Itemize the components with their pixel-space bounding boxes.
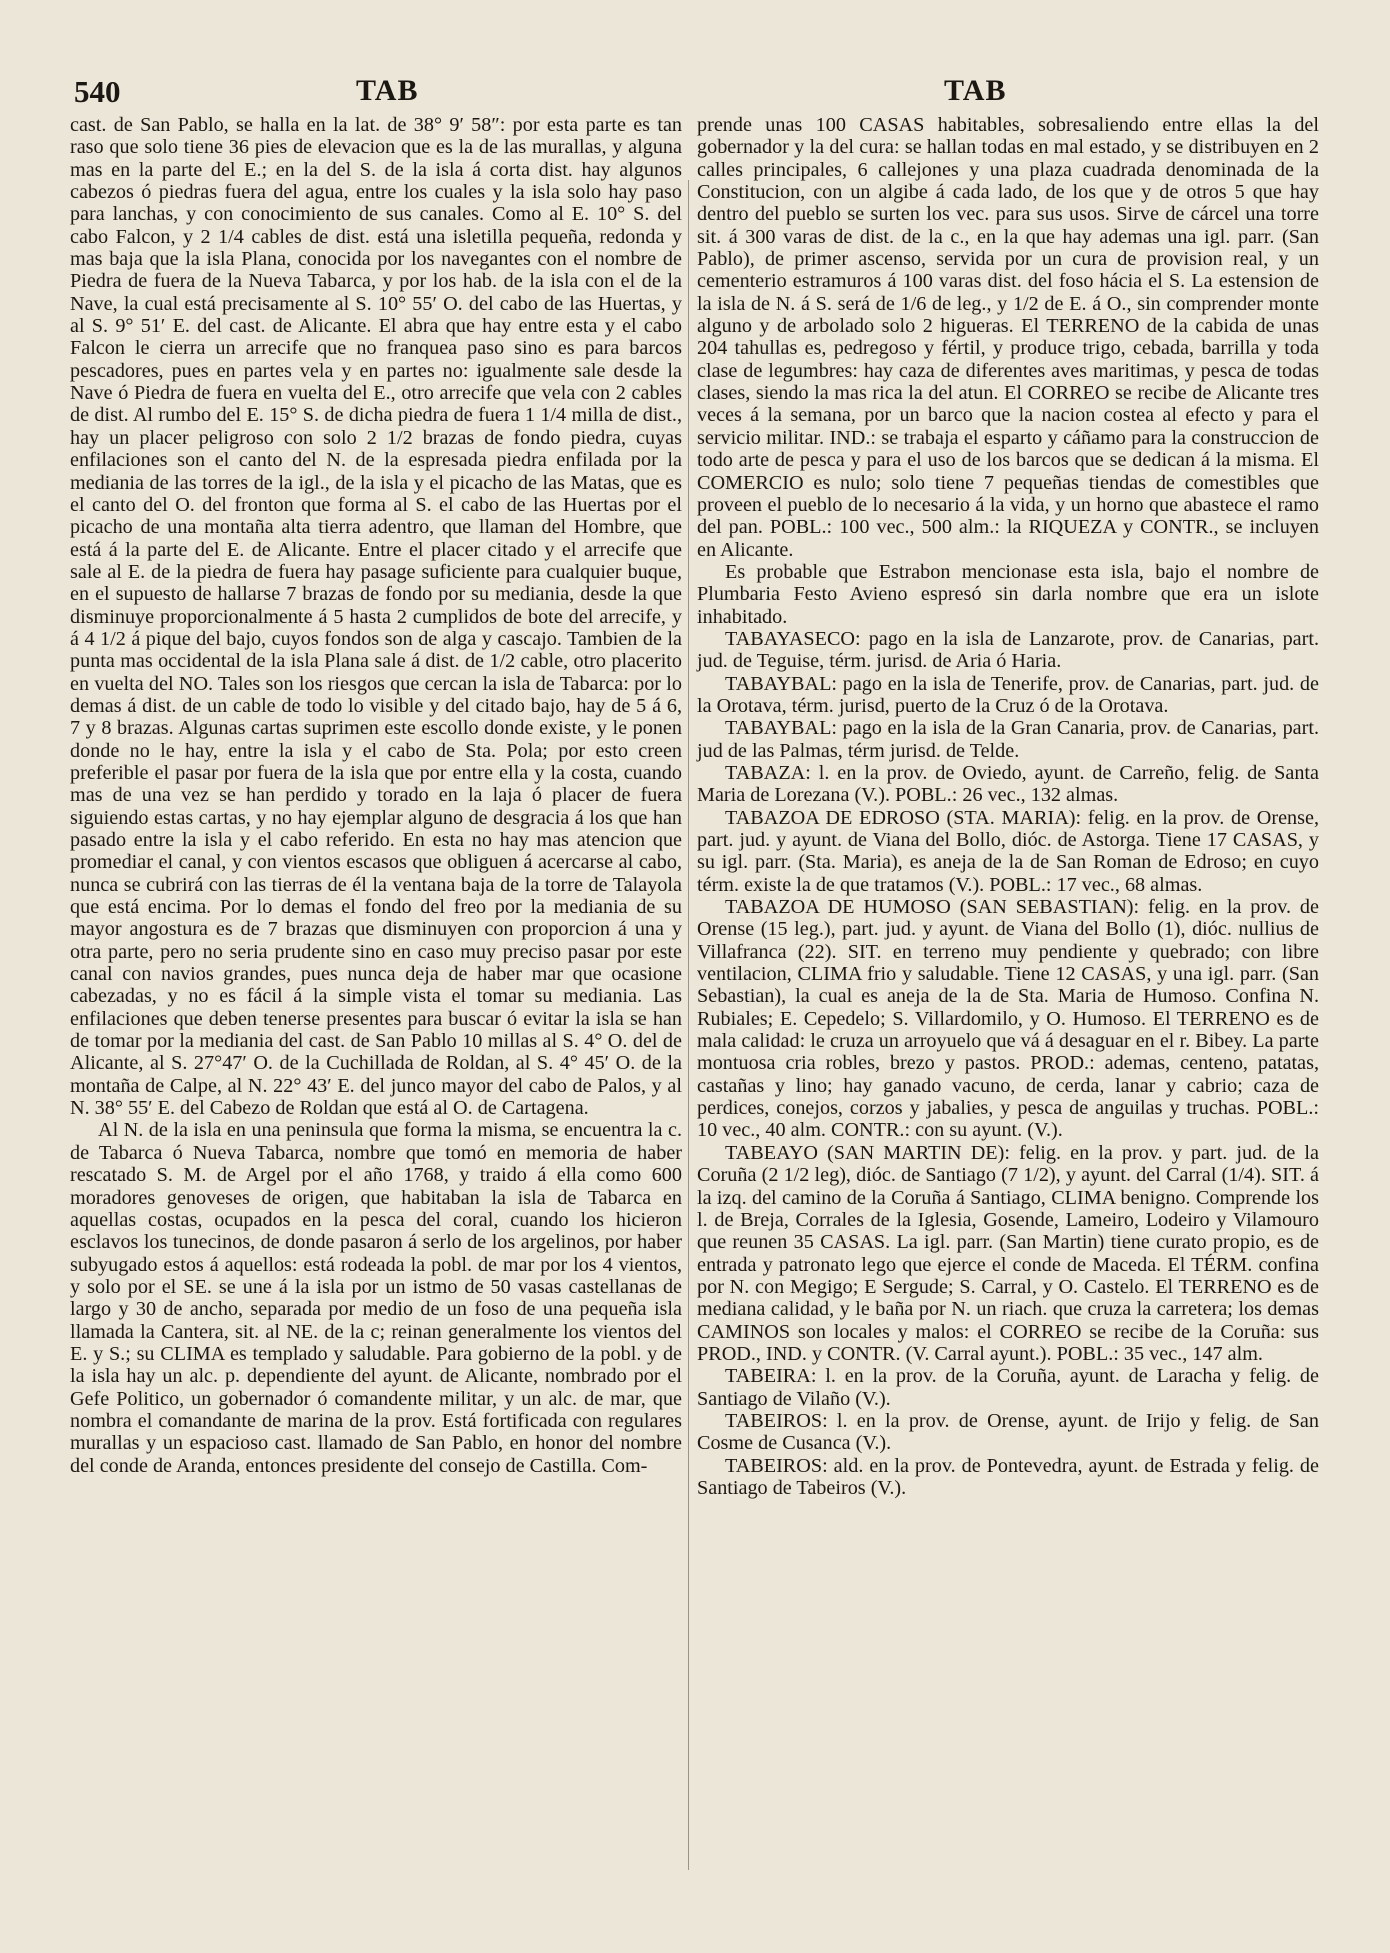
entry-tabazoa-de-edroso: TABAZOA DE EDROSO (STA. MARIA): felig. en la prov. de Orense, part. jud. y ayunt. de Viana del Bollo, dióc. de Astorga. Tiene 17 CASAS, y su igl. parr. (Sta. Maria), es aneja de la de San Roman de Edroso; en cuyo térm. existe la de que tratamos (V.). POBL.: 17 vec., 68 almas. bbox=[697, 806, 1319, 896]
running-header-left: TAB bbox=[356, 74, 419, 107]
entry-tabaza: TABAZA: l. en la prov. de Oviedo, ayunt. de Carreño, felig. de Santa Maria de Lorezana (V.). POBL.: 26 vec., 132 almas. bbox=[697, 761, 1319, 807]
running-header-right: TAB bbox=[944, 74, 1007, 107]
page-number: 540 bbox=[74, 74, 121, 109]
entry-tabayaseco: TABAYASECO: pago en la isla de Lanzarote, prov. de Canarias, part. jud. de Teguise, térm. jurisd. de Aria ó Haria. bbox=[697, 627, 1319, 673]
column-divider bbox=[688, 180, 689, 1870]
entry-tabaybal-tenerife: TABAYBAL: pago en la isla de Tenerife, prov. de Canarias, part. jud. de la Orotava, térm. jurisd, puerto de la Cruz ó de la Orotava. bbox=[697, 672, 1319, 717]
paragraph: Al N. de la isla en una peninsula que forma la misma, se encuentra la c. de Tabarca ó Nueva Tabarca, nombre que tomó en memoria de haber rescatado S. M. de Argel por el año 1768, y traido á ella como 600 moradores genoveses de origen, que habitaban la isla de Tabarca en aquellas costas, ocupados en la pesca del coral, cuando los hicieron esclavos los tunecinos, de donde pasaron á serlo de los argelinos, por haber subyugado estos á aquellos: está rodeada la pobl. de mar por los 4 vientos, y solo por el SE. se une á la isla por un istmo de 50 vasas castellanas de largo y 30 de ancho, separada por medio de un foso de una pequeña isla llamada la Cantera, sit. al NE. de la c; reinan generalmente los vientos del E. y S.; su CLIMA es templado y saludable. Para gobierno de la pobl. y de la isla hay un alc. p. dependiente del ayunt. de Alicante, nombrado por el Gefe Politico, un gobernador ó comandente militar, y un alc. de mar, que nombra el comandante de marina de la prov. Está fortificada con regulares murallas y un espacioso cast. llamado de San Pablo, en honor del nombre del conde de Aranda, entonces presidente del consejo de Castilla. Com- bbox=[70, 1119, 682, 1477]
paragraph: cast. de San Pablo, se halla en la lat. de 38° 9′ 58″: por esta parte es tan raso que solo tiene 36 pies de elevacion que es la de las murallas, y alguna mas en la parte del E.; en la del S. de la isla á corta dist. hay algunos cabezos ó piedras fuera del agua, entre los cuales y la isla solo hay paso para lanchas, y con conocimiento de sus canales. Como al E. 10° S. del cabo Falcon, y 2 1/4 cables de dist. está una isletilla pequeña, redonda y mas baja que la isla Plana, conocida por los navegantes con el nombre de Piedra de fuera de la Nueva Tabarca, y por los hab. de la isla con el de la Nave, la cual está precisamente al S. 10° 55′ O. del cabo de las Huertas, y al S. 9° 51′ E. del cast. de Alicante. El abra que hay entre esta y el cabo Falcon le cierra un arrecife que no franquea paso sino es para barcos pescadores, pues en partes vela y en partes no: igualmente sale desde la Nave ó Piedra de fuera en vuelta del E., otro arrecife que vela con 2 cables de dist. Al rumbo del E. 15° S. de dicha piedra de fuera 1 1/4 milla de dist., hay un placer peligroso con solo 2 1/2 brazas de fondo piedra, cuyas enfilaciones son el canto del N. de la espresada piedra enfilada por la mediania de las torres de la igl., de la isla y el picacho de las Matas, que es el canto del O. del fronton que forma al S. el cabo de las Huertas por el picacho de una montaña alta tierra adentro, que llaman del Hombre, que está á la parte del E. de Alicante. Entre el placer citado y el arrecife que sale al E. de la piedra de fuera hay pasage suficiente para cualquier buque, en el supuesto de hallarse 7 brazas de fondo por su mediania, desde la que disminuye proporcionalmente á 5 hasta 2 cumplidos de bote del arrecife, y á 4 1/2 á pique del bajo, cuyos fondos son de alga y cascajo. Tambien de la punta mas occidental de la isla Plana sale á dist. de 1/2 cable, otro placerito en vuelta del NO. Tales son los riesgos que cercan la isla de Tabarca: por lo demas á dist. de un cable de todo lo visible y del citado bajo, hay de 5 á 6, 7 y 8 brazas. Algunas cartas suprimen este escollo donde existe, y le ponen donde no le hay, entre la isla y el cabo de Sta. Pola; por esto creen preferible el pasar por fuera de la isla que por entre ella y la costa, cuando mas de una vez se han perdido y torado en la laja ó placer de fuera siguiendo estas cartas, y no hay ejemplar alguno de desgracia á los que han pasado entre la isla y el cabo referido. En esta no hay mas atencion que promediar el canal, y con vientos escasos que obliguen á acercarse al cabo, nunca se cubrirá con las tierras de él la ventana baja de la torre de Talayola que está encima. Por lo demas el fondo del freo por la mediania de su mayor angostura es de 7 brazas que disminuyen con proporcion á una y otra parte, pero no seria prudente sino en caso muy preciso pasar por este canal con navios grandes, pues nunca deja de haber mar que ocasione cabezadas, y no es fácil á la simple vista el tomar su mediania. Las enfilaciones que deben tenerse presentes para buscar ó evitar la isla se han de tomar por la mediania del cast. de San Pablo 10 millas al S. 4° O. del de Alicante, al S. 27°47′ O. de la Cuchillada de Roldan, al S. 4° 45′ O. de la montaña de Calpe, al N. 22° 43′ E. del junco mayor del cabo de Palos, y al N. 38° 55′ E. del Cabezo de Roldan que está al O. de Cartagena. bbox=[70, 114, 682, 1120]
entry-tabaybal-gran-canaria: TABAYBAL: pago en la isla de la Gran Canaria, prov. de Canarias, part. jud de las Palmas, térm jurisd. de Telde. bbox=[697, 717, 1319, 762]
entry-tabeayo: TABEAYO (SAN MARTIN DE): felig. en la prov. y part. jud. de la Coruña (2 1/2 leg), dióc. de Santiago (7 1/2), y ayunt. del Carral (1/4). SIT. á la izq. del camino de la Coruña á Santiago, CLIMA benigno. Comprende los l. de Breja, Corrales de la Iglesia, Gosende, Lameiro, Lodeiro y Vilamouro que reunen 35 CASAS. La igl. parr. (San Martin) tiene curato propio, es de entrada y patronato lego que ejerce el conde de Maceda. El TÉRM. confina por N. con Megigo; E Sergude; S. Carral, y O. Castelo. El TERRENO es de mediana calidad, y le baña por N. un riach. que cruza la carretera; los demas CAMINOS son locales y malos: el CORREO se recibe de la Coruña: sus PROD., IND. y CONTR. (V. Carral ayunt.). POBL.: 35 vec., 147 alm. bbox=[697, 1141, 1319, 1365]
left-column bbox=[70, 114, 682, 1477]
entry-tabeiros-pontevedra: TABEIROS: ald. en la prov. de Pontevedra, ayunt. de Estrada y felig. de Santiago de Tabeiros (V.). bbox=[697, 1454, 1319, 1499]
entry-tabeira: TABEIRA: l. en la prov. de la Coruña, ayunt. de Laracha y felig. de Santiago de Vilaño (V.). bbox=[697, 1365, 1319, 1410]
paragraph: prende unas 100 CASAS habitables, sobresaliendo entre ellas la del gobernador y la del cura: se hallan todas en mal estado, y se distribuyen en 2 calles principales, 6 callejones y una plaza cuadrada denominada de la Constitucion, con un algibe á cada lado, de los que y de otros 5 que hay dentro del pueblo se surten los vec. para sus usos. Sirve de cárcel una torre sit. á 300 varas de dist. de la c., en la que hay ademas una igl. parr. (San Pablo), de primer ascenso, servida por un cura de provision real, y un cementerio estramuros á 100 varas dist. del foso hácia el S. La estension de la isla de N. á S. será de 1/6 de leg., y 1/2 de E. á O., sin comprender monte alguno y de arbolado solo 2 higueras. El TERRENO de la cabida de unas 204 tahullas es, pedregoso y fértil, y produce trigo, cebada, barrilla y toda clase de legumbres: hay caza de diferentes aves maritimas, y pesca de todas clases, siendo la mas rica la del atun. El CORREO se recibe de Alicante tres veces á la semana, por un barco que la nacion costea al efecto y para el servicio militar. IND.: se trabaja el esparto y cáñamo para la construccion de todo arte de pesca y para el uso de los barcos que se dedican á la misma. El COMERCIO es nulo; solo tiene 7 pequeñas tiendas de comestibles que proveen el pueblo de lo necesario á la vida, y un horno que abastece el ramo del pan. POBL.: 100 vec., 500 alm.: la RIQUEZA y CONTR., se incluyen en Alicante. bbox=[697, 114, 1319, 561]
paragraph: Es probable que Estrabon mencionase esta isla, bajo el nombre de Plumbaria Festo Avieno espresó sin darla nombre que era un islote inhabitado. bbox=[697, 560, 1319, 628]
entry-tabazoa-de-humoso: TABAZOA DE HUMOSO (SAN SEBASTIAN): felig. en la prov. de Orense (15 leg.), part. jud. y ayunt. de Viana del Bollo (1), dióc. nullius de Villafranca (22). SIT. en terreno muy pendiente y quebrado; con libre ventilacion, CLIMA frio y saludable. Tiene 12 CASAS, y una igl. parr. (San Sebastian), la cual es aneja de la de Sta. Maria de Humoso. Confina N. Rubiales; E. Cepedelo; S. Villardomilo, y O. Humoso. El TERRENO es de mala calidad: le cruza un arroyuelo que vá á desaguar en el r. Bibey. La parte montuosa cria robles, brezo y pastos. PROD.: ademas, centeno, patatas, castañas y lino; hay ganado vacuno, de cerda, lanar y cabrio; caza de perdices, conejos, corzos y jabalies, y pesca de anguilas y truchas. POBL.: 10 vec., 40 alm. CONTR.: con su ayunt. (V.). bbox=[697, 896, 1319, 1142]
entry-tabeiros-orense: TABEIROS: l. en la prov. de Orense, ayunt. de Irijo y felig. de San Cosme de Cusanca (V.). bbox=[697, 1409, 1319, 1455]
right-column bbox=[697, 114, 1319, 1499]
